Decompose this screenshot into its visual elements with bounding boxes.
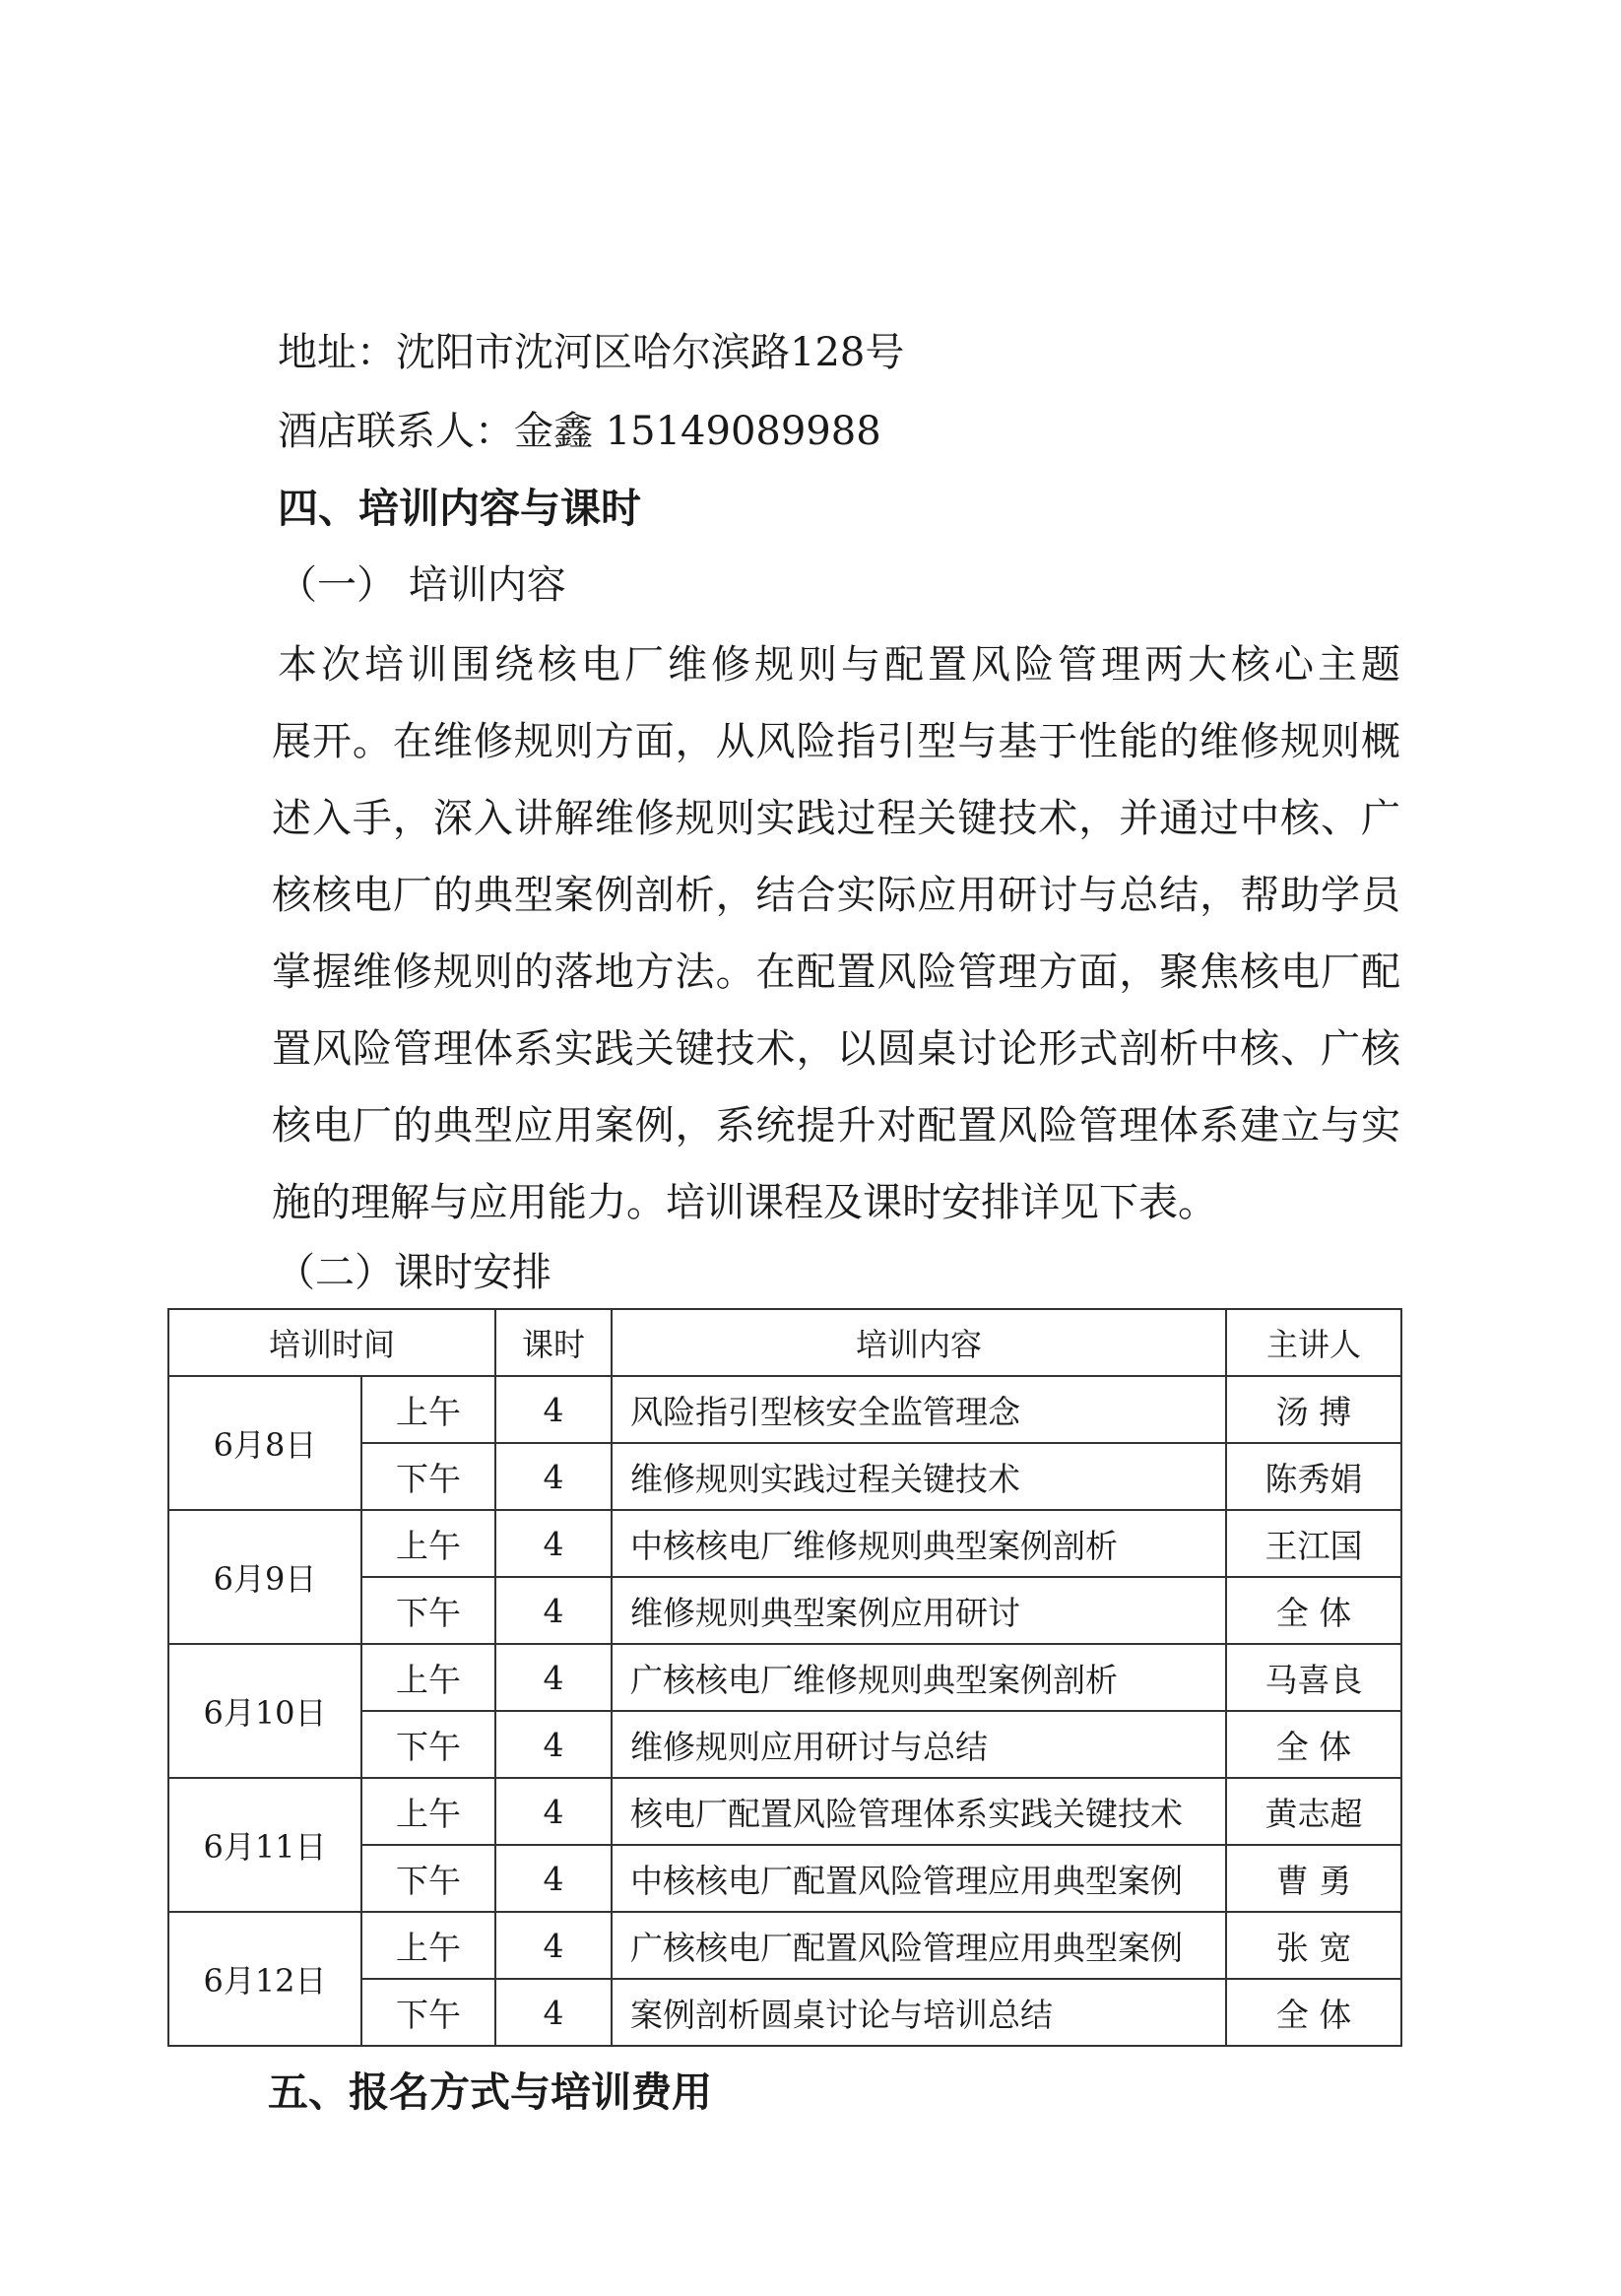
speaker-cell: 曹 勇 (1226, 1845, 1401, 1912)
period-cell: 下午 (361, 1845, 495, 1912)
header-hours: 课时 (495, 1309, 612, 1376)
content-cell: 风险指引型核安全监管理念 (612, 1376, 1226, 1443)
hours-cell: 4 (495, 1577, 612, 1644)
speaker-cell: 全 体 (1226, 1711, 1401, 1778)
content-cell: 核电厂配置风险管理体系实践关键技术 (612, 1778, 1226, 1845)
paragraph-line: 置风险管理体系实践关键技术，以圆桌讨论形式剖析中核、广核 (272, 1026, 1400, 1072)
speaker-cell: 王江国 (1226, 1510, 1401, 1577)
content-cell: 维修规则实践过程关键技术 (612, 1443, 1226, 1510)
period-cell: 下午 (361, 1443, 495, 1510)
header-content: 培训内容 (612, 1309, 1226, 1376)
section-5-title: 五、报名方式与培训费用 (268, 2068, 712, 2116)
paragraph-line: 核电厂的典型应用案例，系统提升对配置风险管理体系建立与实 (272, 1103, 1400, 1148)
paragraph-line: 述入手，深入讲解维修规则实践过程关键技术，并通过中核、广 (272, 796, 1400, 841)
content-cell: 维修规则应用研讨与总结 (612, 1711, 1226, 1778)
date-cell: 6月10日 (168, 1644, 361, 1778)
period-cell: 上午 (361, 1510, 495, 1577)
content-cell: 案例剖析圆桌讨论与培训总结 (612, 1979, 1226, 2046)
table-row (168, 1510, 1401, 1577)
speaker-cell: 全 体 (1226, 1577, 1401, 1644)
paragraph-line: 掌握维修规则的落地方法。在配置风险管理方面，聚焦核电厂配 (272, 950, 1400, 995)
content-cell: 广核核电厂维修规则典型案例剖析 (612, 1644, 1226, 1711)
speaker-cell: 汤 搏 (1226, 1376, 1401, 1443)
date-cell: 6月9日 (168, 1510, 361, 1644)
hours-cell: 4 (495, 1778, 612, 1845)
date-cell: 6月11日 (168, 1778, 361, 1912)
hours-cell: 4 (495, 1845, 612, 1912)
hotel-contact-line: 酒店联系人：金鑫 15149089988 (278, 409, 881, 454)
speaker-cell: 陈秀娟 (1226, 1443, 1401, 1510)
speaker-cell: 马喜良 (1226, 1644, 1401, 1711)
paragraph-line: 本次培训围绕核电厂维修规则与配置风险管理两大核心主题 (278, 642, 1400, 688)
period-cell: 上午 (361, 1644, 495, 1711)
paragraph-line: 展开。在维修规则方面，从风险指引型与基于性能的维修规则概 (272, 719, 1400, 764)
hours-cell: 4 (495, 1510, 612, 1577)
table-row (168, 1376, 1401, 1443)
table-row (168, 1912, 1401, 1979)
speaker-cell: 张 宽 (1226, 1912, 1401, 1979)
period-cell: 下午 (361, 1577, 495, 1644)
period-cell: 上午 (361, 1778, 495, 1845)
paragraph-line: 核核电厂的典型案例剖析，结合实际应用研讨与总结，帮助学员 (272, 873, 1400, 918)
hours-cell: 4 (495, 1711, 612, 1778)
schedule-table (167, 1308, 1402, 2047)
hours-cell: 4 (495, 1443, 612, 1510)
content-cell: 维修规则典型案例应用研讨 (612, 1577, 1226, 1644)
period-cell: 上午 (361, 1376, 495, 1443)
content-cell: 中核核电厂维修规则典型案例剖析 (612, 1510, 1226, 1577)
period-cell: 下午 (361, 1979, 495, 2046)
section-4-title: 四、培训内容与课时 (278, 485, 641, 532)
table-row (168, 1778, 1401, 1845)
content-cell: 中核核电厂配置风险管理应用典型案例 (612, 1845, 1226, 1912)
address-line: 地址：沈阳市沈河区哈尔滨路128号 (278, 330, 905, 375)
header-speaker: 主讲人 (1226, 1309, 1401, 1376)
hours-cell: 4 (495, 1979, 612, 2046)
speaker-cell: 黄志超 (1226, 1778, 1401, 1845)
speaker-cell: 全 体 (1226, 1979, 1401, 2046)
date-cell: 6月12日 (168, 1912, 361, 2046)
hours-cell: 4 (495, 1376, 612, 1443)
paragraph-line: 施的理解与应用能力。培训课程及课时安排详见下表。 (272, 1180, 1217, 1225)
subsection-1-title: （一） 培训内容 (278, 562, 566, 608)
content-cell: 广核核电厂配置风险管理应用典型案例 (612, 1912, 1226, 1979)
period-cell: 下午 (361, 1711, 495, 1778)
period-cell: 上午 (361, 1912, 495, 1979)
header-training-time: 培训时间 (168, 1309, 495, 1376)
training-content-paragraph (272, 626, 1400, 1241)
hours-cell: 4 (495, 1912, 612, 1979)
table-header-row (168, 1309, 1401, 1376)
subsection-2-title: （二）课时安排 (276, 1250, 551, 1295)
table-row (168, 1644, 1401, 1711)
date-cell: 6月8日 (168, 1376, 361, 1510)
hours-cell: 4 (495, 1644, 612, 1711)
